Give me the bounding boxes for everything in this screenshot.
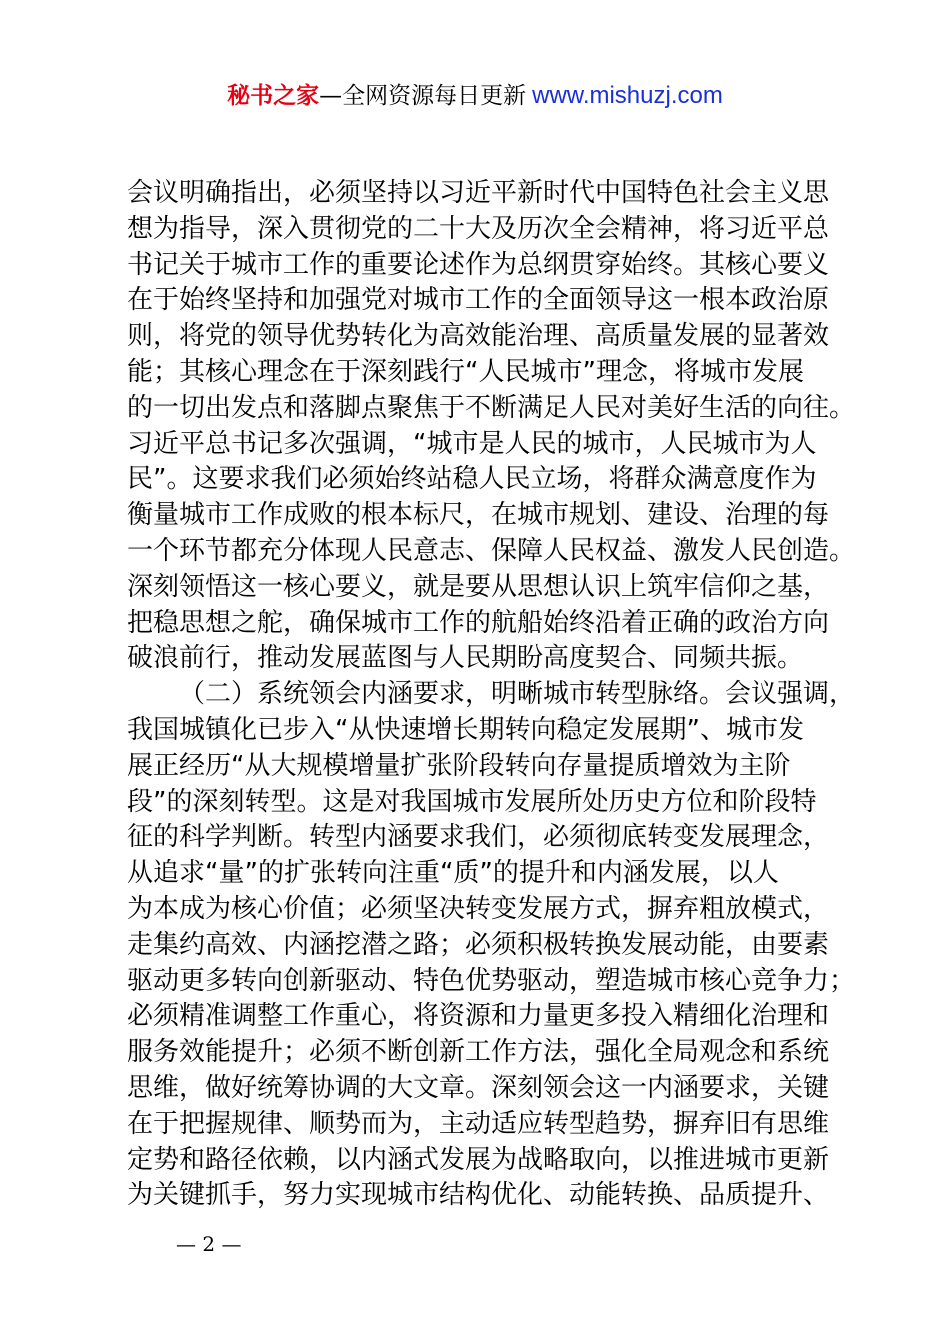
text-line: 展正经历“从大规模增量扩张阶段转向存量提质增效为主阶 [127, 750, 791, 781]
text-line: 段”的深刻转型。这是对我国城市发展所处历史方位和阶段特 [127, 786, 817, 817]
document-body [127, 176, 856, 1214]
text-line: 能；其核心理念在于深刻践行“人民城市”理念，将城市发展 [127, 356, 804, 387]
text-line: 服务效能提升；必须不断创新工作方法，强化全局观念和系统 [127, 1037, 830, 1068]
text-line: 的一切出发点和落脚点聚焦于不断满足人民对美好生活的向往。 [127, 392, 856, 423]
text-line: 必须精准调整工作重心，将资源和力量更多投入精细化治理和 [127, 1001, 830, 1032]
text-line: 为关键抓手，努力实现城市结构优化、动能转换、品质提升、 [127, 1180, 830, 1211]
text-line: 破浪前行，推动发展蓝图与人民期盼高度契合、同频共振。 [127, 643, 804, 674]
text-line: 从追求“量”的扩张转向注重“质”的提升和内涵发展，以人 [127, 858, 779, 889]
site-banner [0, 78, 950, 114]
text-line: 民”。这要求我们必须始终站稳人民立场，将群众满意度作为 [127, 464, 817, 495]
text-line: 书记关于城市工作的重要论述作为总纲贯穿始终。其核心要义 [127, 249, 830, 280]
text-line: 在于把握规律、顺势而为，主动适应转型趋势，摒弃旧有思维 [127, 1108, 830, 1139]
text-line: 一个环节都充分体现人民意志、保障人民权益、激发人民创造。 [127, 535, 856, 566]
text-line: 深刻领悟这一核心要义，就是要从思想认识上筑牢信仰之基， [127, 571, 830, 602]
text-line: 会议明确指出，必须坚持以习近平新时代中国特色社会主义思 [127, 178, 830, 208]
text-line: 衡量城市工作成败的根本标尺，在城市规划、建设、治理的每 [127, 500, 830, 531]
brand-name: 秘书之家 [227, 83, 320, 109]
text-line: 把稳思想之舵，确保城市工作的航船始终沿着正确的政治方向 [127, 607, 830, 638]
section-heading-line: （二）系统领会内涵要求，明晰城市转型脉络。会议强调， [179, 679, 856, 710]
text-line: 想为指导，深入贯彻党的二十大及历次全会精神，将习近平总 [127, 213, 830, 244]
text-line: 在于始终坚持和加强党对城市工作的全面领导这一根本政治原 [127, 285, 830, 316]
text-line: 走集约高效、内涵挖潜之路；必须积极转换发展动能，由要素 [127, 929, 830, 960]
text-line: 思维，做好统筹协调的大文章。深刻领会这一内涵要求，关键 [127, 1072, 830, 1103]
text-line: 我国城镇化已步入“从快速增长期转向稳定发展期”、城市发 [127, 714, 804, 745]
site-url-link[interactable]: www.mishuzj.com [532, 82, 723, 109]
banner-tagline: —全网资源每日更新 [319, 83, 527, 109]
text-line: 定势和路径依赖，以内涵式发展为战略取向，以推进城市更新 [127, 1144, 830, 1175]
text-line: 则，将党的领导优势转化为高效能治理、高质量发展的显著效 [127, 321, 830, 352]
text-line: 征的科学判断。转型内涵要求我们，必须彻底转变发展理念， [127, 822, 830, 853]
text-line: 驱动更多转向创新驱动、特色优势驱动，塑造城市核心竞争力； [127, 965, 856, 996]
text-line: 习近平总书记多次强调，“城市是人民的城市，人民城市为人 [127, 428, 817, 459]
text-line: 为本成为核心价值；必须坚决转变发展方式，摒弃粗放模式， [127, 893, 830, 924]
page-number: — 2 — [176, 1232, 242, 1256]
